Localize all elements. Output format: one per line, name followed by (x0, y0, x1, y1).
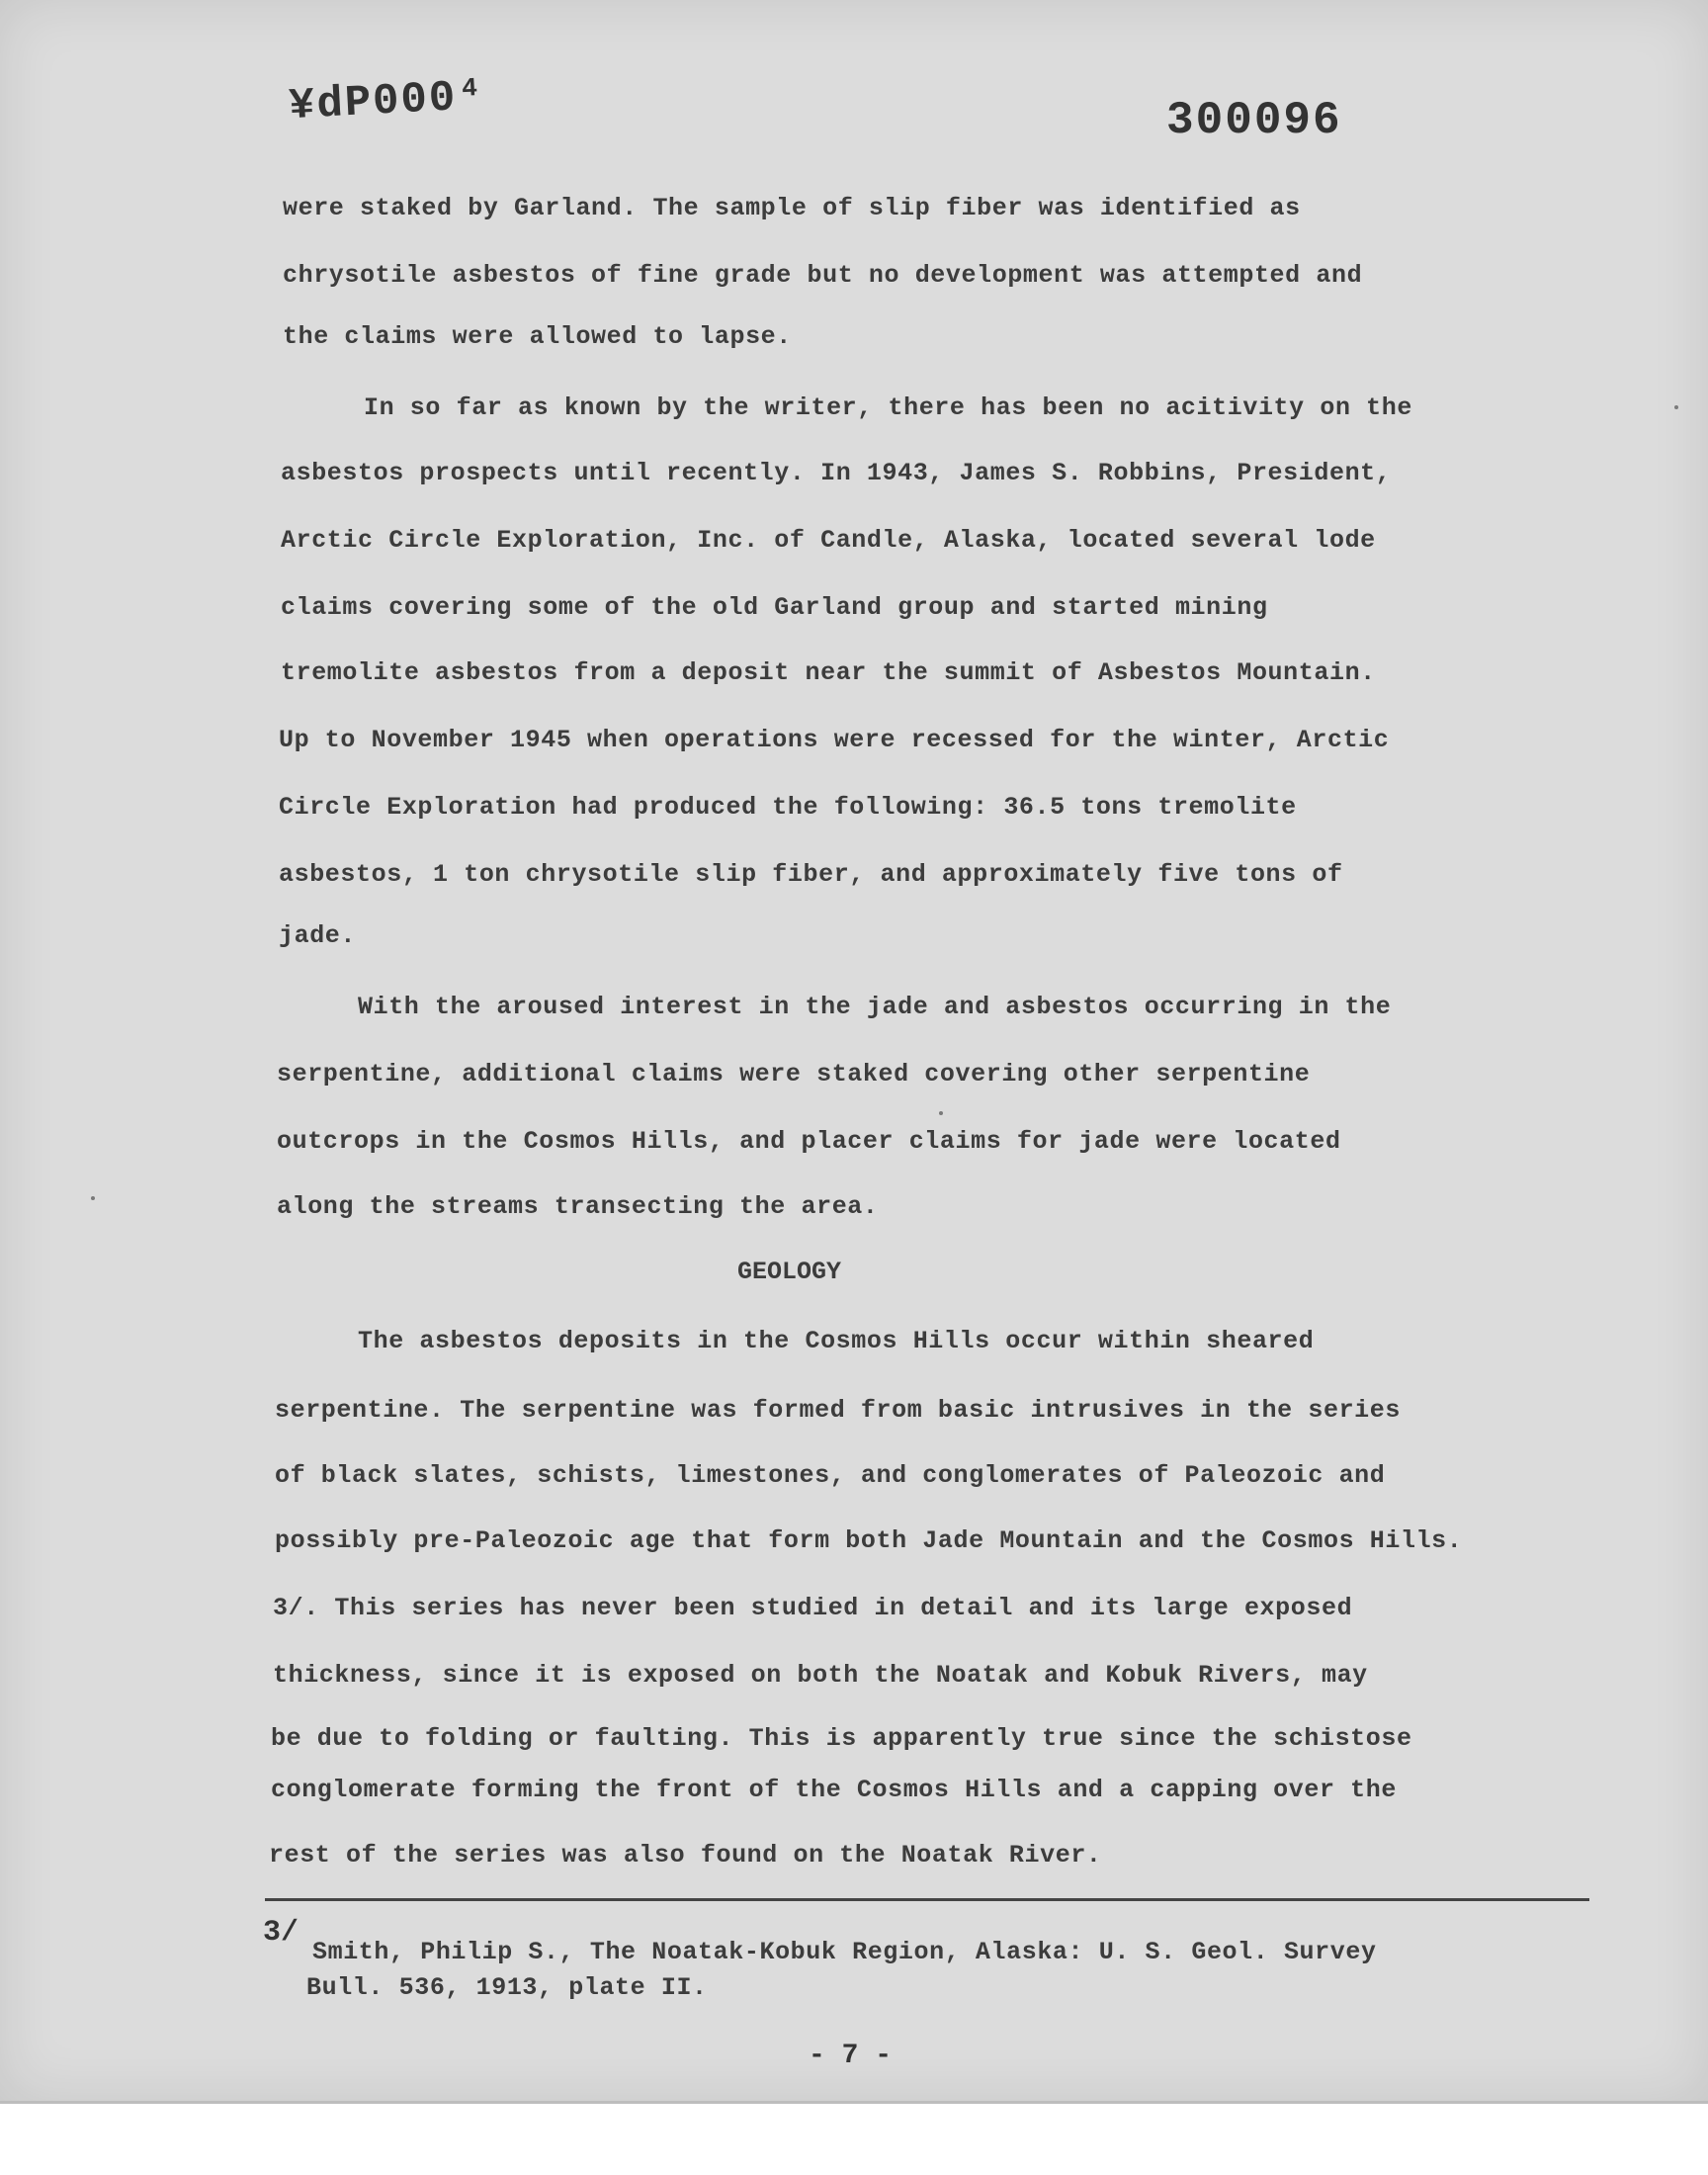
footnote-line: Bull. 536, 1913, plate II. (306, 1973, 708, 2002)
text-line: With the aroused interest in the jade and asbestos occurring in the (358, 993, 1392, 1021)
text-line: The asbestos deposits in the Cosmos Hills occur within sheared (358, 1327, 1315, 1355)
text-line: serpentine, additional claims were staked covering other serpentine (277, 1060, 1311, 1088)
text-line: Arctic Circle Exploration, Inc. of Candle, Alaska, located several lode (281, 526, 1376, 555)
text-line: tremolite asbestos from a deposit near the summit of Asbestos Mountain. (281, 658, 1376, 687)
text-line: be due to folding or faulting. This is apparently true since the schistose (271, 1724, 1412, 1753)
text-line: thickness, since it is exposed on both the Noatak and Kobuk Rivers, may (273, 1661, 1368, 1690)
page-edge (0, 2101, 1708, 2104)
page-number: - 7 - (809, 2041, 893, 2071)
text-line: of black slates, schists, limestones, and conglomerates of Paleozoic and (275, 1461, 1386, 1490)
text-line: were staked by Garland. The sample of slip fiber was identified as (283, 194, 1301, 222)
footnote-divider (265, 1898, 1589, 1901)
footnote-line: Smith, Philip S., The Noatak-Kobuk Region, Alaska: U. S. Geol. Survey (312, 1938, 1377, 1966)
text-line: chrysotile asbestos of fine grade but no development was attempted and (283, 261, 1363, 290)
scan-speck (1674, 405, 1678, 409)
document-stamp-left: ¥dP000⁴ (287, 71, 487, 132)
text-line: 3/. This series has never been studied in detail and its large exposed (273, 1594, 1353, 1622)
text-line: Up to November 1945 when operations were recessed for the winter, Arctic (279, 726, 1390, 754)
text-line: along the streams transecting the area. (277, 1192, 879, 1221)
text-line: claims covering some of the old Garland group and started mining (281, 593, 1268, 622)
text-line: Circle Exploration had produced the following: 36.5 tons tremolite (279, 793, 1297, 822)
footnote-mark: 3/ (263, 1916, 299, 1950)
text-line: asbestos, 1 ton chrysotile slip fiber, and approximately five tons of (279, 860, 1343, 889)
text-line: rest of the series was also found on the Noatak River. (269, 1841, 1102, 1870)
scan-speck (91, 1196, 95, 1200)
text-line: In so far as known by the writer, there has been no acitivity on the (364, 393, 1412, 422)
text-line: outcrops in the Cosmos Hills, and placer claims for jade were located (277, 1127, 1341, 1156)
text-line: conglomerate forming the front of the Cosmos Hills and a capping over the (271, 1776, 1397, 1804)
text-line: jade. (279, 921, 357, 950)
text-line: the claims were allowed to lapse. (283, 322, 792, 351)
scan-speck (939, 1111, 943, 1115)
section-heading: GEOLOGY (737, 1258, 842, 1286)
document-stamp-right: 300096 (1166, 95, 1342, 146)
text-line: possibly pre-Paleozoic age that form both Jade Mountain and the Cosmos Hills. (275, 1526, 1463, 1555)
text-line: asbestos prospects until recently. In 1943, James S. Robbins, President, (281, 459, 1392, 487)
text-line: serpentine. The serpentine was formed from basic intrusives in the series (275, 1396, 1401, 1425)
